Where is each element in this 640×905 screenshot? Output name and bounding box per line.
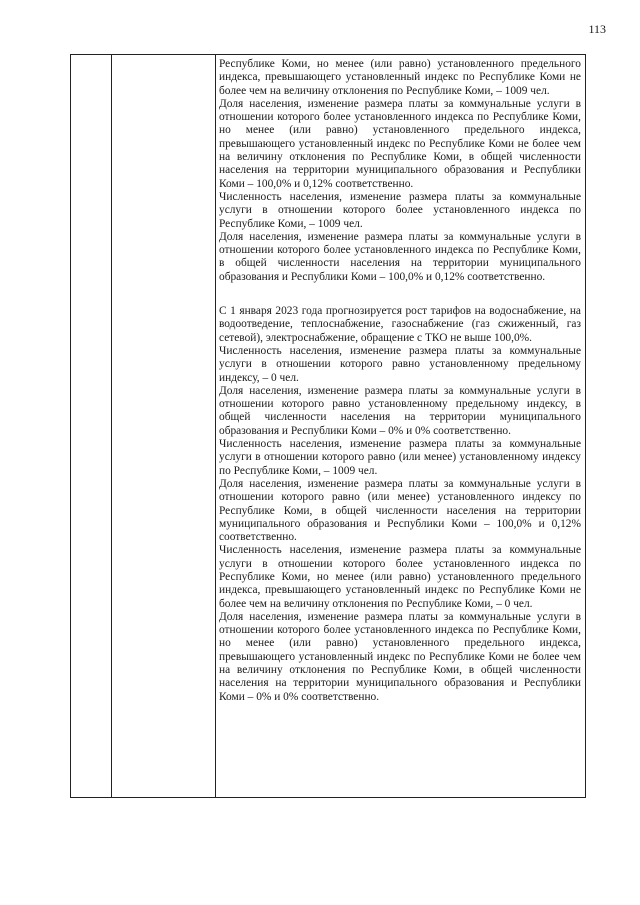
section-gap xyxy=(219,284,581,305)
paragraph: Численность населения, изменение размера платы за коммунальные услуги в отношении которого более установленного индекса по Республике Коми, – 1009 чел. xyxy=(219,190,581,230)
page-number: 113 xyxy=(588,22,606,36)
paragraph: Республике Коми, но менее (или равно) установленного предельного индекса, превышающего установленный индекс по Республике Коми не более чем на величину отклонения по Республике Коми, – 1009 чел. xyxy=(219,58,581,97)
paragraph: Численность населения, изменение размера платы за коммунальные услуги в отношении которого равно установленному предельному индексу, – 0 чел. xyxy=(219,344,581,384)
table-column-number xyxy=(71,55,112,797)
document-table xyxy=(70,54,586,798)
paragraph: Численность населения, изменение размера платы за коммунальные услуги в отношении которого более установленного индекса по Республике Коми, но менее (или равно) установленного предельного индекса, превышающего установленный индекс по Республике Коми не более чем на величину отклонения по Республике Коми, – 0 чел. xyxy=(219,544,581,610)
paragraph: Численность населения, изменение размера платы за коммунальные услуги в отношении которого равно (или менее) установленному индексу по Республике Коми, – 1009 чел. xyxy=(219,438,581,477)
paragraph: Доля населения, изменение размера платы за коммунальные услуги в отношении которого равно установленному предельному индексу, в общей численности населения на территории муниципального образования и Республики Коми – 0% и 0% соответственно. xyxy=(219,384,581,437)
paragraph: С 1 января 2023 года прогнозируется рост тарифов на водоснабжение, на водоотведение, теплоснабжение, газоснабжение (газ сжиженный, газ сетевой), электроснабжение, обращение с ТКО не выше 100,0%. xyxy=(219,305,581,344)
paragraph: Доля населения, изменение размера платы за коммунальные услуги в отношении которого более установленного индекса по Республике Коми, но менее (или равно) установленного предельного индекса, превышающего установленный индекс по Республике Коми не более чем на величину отклонения по Республике Коми, в общей численности населения на территории муниципального образования и Республики Коми – 100,0% и 0,12% соответственно. xyxy=(219,97,581,190)
table-column-text xyxy=(216,55,585,797)
table-column-label xyxy=(112,55,216,797)
paragraph: Доля населения, изменение размера платы за коммунальные услуги в отношении которого равно (или менее) установленного индексу по Республике Коми, в общей численности населения на территории муниципального образования и Республики Коми – 100,0% и 0,12% соответственно. xyxy=(219,477,581,544)
paragraph: Доля населения, изменение размера платы за коммунальные услуги в отношении которого более установленного индекса по Республике Коми, в общей численности населения на территории муниципального образования и Республики Коми – 100,0% и 0,12% соответственно. xyxy=(219,230,581,283)
paragraph: Доля населения, изменение размера платы за коммунальные услуги в отношении которого более установленного индекса по Республике Коми, но менее (или равно) установленного предельного индекса, превышающего установленный индекс по Республике Коми не более чем на величину отклонения по Республике Коми, в общей численности населения на территории муниципального образования и Республики Коми – 0% и 0% соответственно. xyxy=(219,610,581,703)
